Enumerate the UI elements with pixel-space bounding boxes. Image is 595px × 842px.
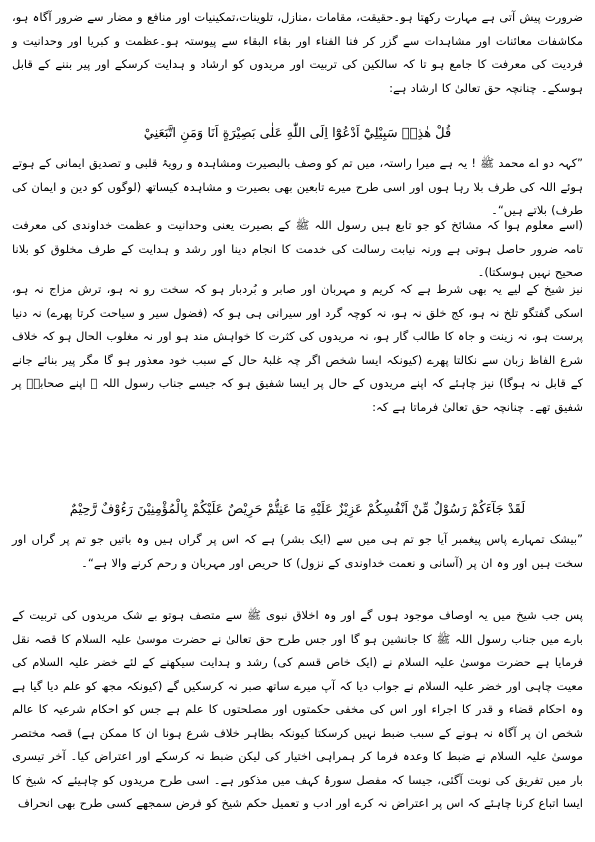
verse-2-translation: ”بیشک تمہارے پاس پیغمبر آیا جو تم ہی میں سے (ایک بشر) ہے کہ اس پر گراں ہیں وہ باتیں جو تم پر گراں اور سخت ہیں اور وہ ان پر (آسانی و نعمت خداوندی کے نزول) کا حریص اور مہربان و رحم کرنے والا ہے“۔ [12, 532, 583, 570]
verse-1-translation: ”کہہ دو اے محمد ﷺ ! یہ ہے میرا راستہ، میں تم کو وصف بالبصیرت ومشاہدہ و رویۂ قلبی و تصدیق ایمانی کے ہوتے ہوئے اللہ کی طرف بلا رہا ہوں اور اسی طرح میرے تابعین بھی بصیرت و مشاہدہ کیساتھ (لوگوں کو دین و ایمان کی طرف) بلاتے ہیں“۔ [12, 156, 583, 217]
shaikh-conditions-paragraph: نیز شیخ کے لیے یہ بھی شرط ہے کہ کریم و مہربان اور صابر و بُردبار ہو کہ سخت رو نہ ہو، ترش مزاج نہ ہو، اسکی گفتگو تلخ نہ ہو، کج خلق نہ ہو، نہ کوچہ گرد اور سیرانی ہی ہو کہ (فضول سیر و سیاحت کرتا پھرے) نہ دنیا پرست ہو، نہ زینت و جاہ کا طالب گار ہو، نہ مریدوں کی کثرت کا خواہش مند ہو اور نہ مغلوب الحال ہو کہ خلاف شرع الفاظ زبان سے نکالتا پھرے (کیونکہ ایسا شخص اگر چہ غلبۂ حال کے سبب خود معذور ہو گا مگر پیر بنائے جانے کے قابل نہ ہوگا) نیز چاہئے کہ اپنے مریدوں کے حال پر ایسا شفیق ہو کہ جیسے جناب رسول اللہ ﷺ اپنے صحابہؓ پر شفیق تھے۔ چنانچہ حق تعالیٰ فرماتا ہے کہ: [12, 282, 583, 414]
intro-paragraph: ضرورت پیش آتی ہے مہارت رکھتا ہو۔حقیقت، مقامات ،منازل، تلوینات،تمکینیات اور منافع و مضار سے ضرور آگاہ ہو، مکاشفات معائنات اور مشاہدات سے گزر کر فنا الفناء اور بقاء البقاء سے پیوستہ ہو۔عظمت و کبریا اور وحدانیت و فردیت کی معرفت کا جامع ہو تا کہ سالکین کی تربیت اور مریدوں کو ارشاد و ہدایت کرسکے اور پیر بننے کے قابل ہوسکے۔ چنانچہ حق تعالیٰ کا ارشاد ہے: [12, 10, 583, 95]
quran-verse-2: لَقَدْ جَآءَكُمْ رَسُوْلٌ مِّنْ اَنْفُسِكُمْ عَزِيْزٌ عَلَيْهِ مَا عَنِتُّمْ حَرِيْصٌ عَلَيْكُمْ بِالْمُؤْمِنِيْنَ رَءُوْفٌ رَّحِيْمٌ [69, 502, 526, 517]
khizr-story-paragraph: پس جب شیخ میں یہ اوصاف موجود ہوں گے اور وہ اخلاق نبوی ﷺ سے متصف ہوتو بے شک مریدوں کی تربیت کے بارے میں جناب رسول اللہ ﷺ کا جانشین ہو گا اور جس طرح حق تعالیٰ نے حضرت موسیٰ علیہ السلام کا قصہ نقل فرمایا ہے حضرت موسیٰ علیہ السلام نے (ایک خاص قسم کی) رشد و ہدایت سیکھنے کے لئے خضر علیہ السلام کی معیت چاہی اور خضر علیہ السلام نے جواب دیا کہ آپ میرے ساتھ صبر نہ کرسکیں گے (کیونکہ مجھ کو علم دیا گیا ہے وہ احکام قضاء و قدر کا اجراء اور اس کی مخفی حکمتوں اور مصلحتوں کا علم ہے جس کو احکام شرعیہ کا عالم شخص ان پر آگاہ نہ ہونے کے سبب ضبط نہیں کرسکتا کیونکہ بظاہر خلاف شرع ہونا ان کا ممکن ہے) قصہ مختصر موسیٰ علیہ السلام نے ضبط کا وعدہ فرما کر ہمراہی اختیار کی لیکن ضبط نہ کرسکے اور اعتراض کیا۔ آخر تیسری بار میں تفریق کی نوبت آگئی، جیسا کہ مفصل سورۂ کہف میں مذکور ہے۔ اسی طرح مریدوں کو چاہیئے کہ شیخ کا ایسا اتباع کرنا چاہئے کہ اس پر اعتراض نہ کرے اور ادب و تعمیل حکم شیخ کو فرض سمجھے کسی طرح بھی انحراف [12, 608, 583, 810]
quran-verse-1: قُلْ هٰذِهٖ سَبِيْلِيْٓ اَدْعُوْٓا اِلَى اللّٰهِ عَلٰى بَصِيْرَةٍ اَنَا وَمَنِ اتَّبَعَنِيْ [143, 126, 452, 141]
explanation-paragraph: (اسے معلوم ہوا کہ مشائخ کو جو تابع ہیں رسول اللہ ﷺ کے بصیرت یعنی وحدانیت و عظمت خداوندی کی معرفت تامہ ضرور حاصل ہوتی ہے ورنہ نیابت رسالت کی خدمت کا انجام دینا اور رشد و ہدایت کے طرف مخلوق کو بلانا صحیح نہیں ہوسکتا)۔ [12, 218, 583, 279]
